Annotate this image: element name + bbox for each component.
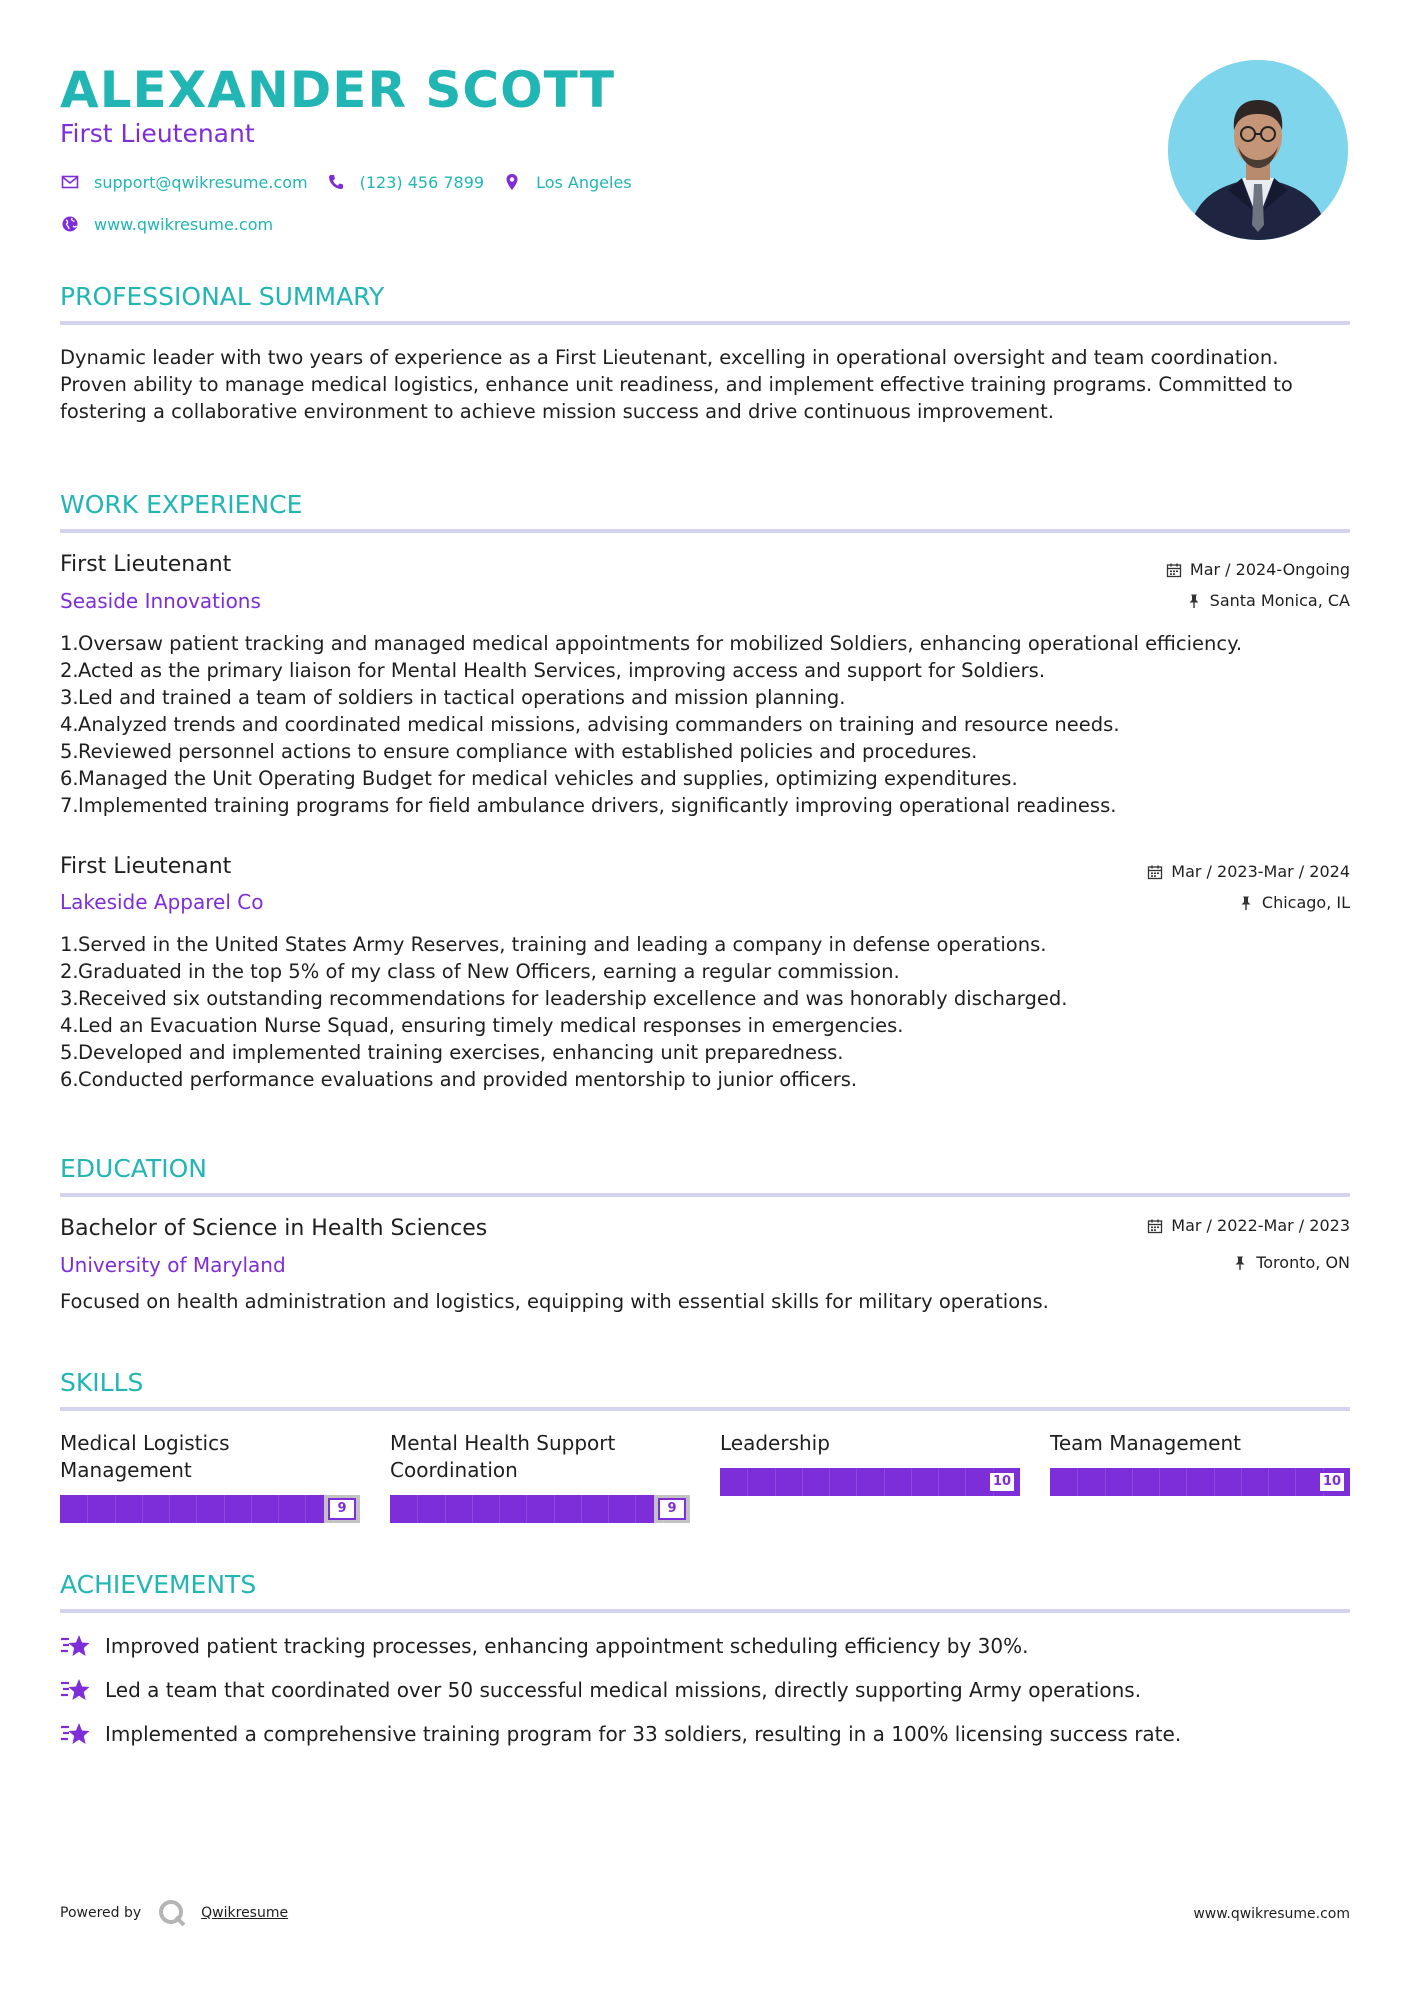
job-location-text: Chicago, IL: [1261, 893, 1350, 912]
resume-page: [60, 0, 1350, 1990]
list-item: 6. Conducted performance evaluations and provided mentorship to junior officers.: [60, 1068, 858, 1091]
skill-bar-segment: [581, 1495, 582, 1523]
list-item: 7. Implemented training programs for field ambulance drivers, significantly improving operational readiness.: [60, 794, 1117, 817]
achievements-heading: ACHIEVEMENTS: [60, 1570, 257, 1599]
calendar-icon: [1147, 1218, 1163, 1234]
skill-bar-segment: [1105, 1468, 1106, 1496]
job-dates-text: Mar / 2023-Mar / 2024: [1171, 862, 1350, 881]
education-description: Focused on health administration and logistics, equipping with essential skills for military operations.: [60, 1290, 1049, 1313]
skill-bar-segment: [142, 1495, 143, 1523]
job-location-text: Santa Monica, CA: [1209, 591, 1350, 610]
skill-level-fill: [390, 1495, 654, 1523]
skills-heading: SKILLS: [60, 1368, 144, 1397]
list-item: 3. Led and trained a team of soldiers in tactical operations and mission planning.: [60, 686, 846, 709]
skill-bar-segment: [802, 1468, 803, 1496]
job-dates: [1166, 559, 1350, 581]
job-dates: [1147, 861, 1350, 883]
education-location: [1232, 1252, 1350, 1274]
skill-bar-segment: [224, 1495, 225, 1523]
job-title: First Lieutenant: [60, 552, 232, 577]
skill-bar-segment: [938, 1468, 939, 1496]
job-location: [1238, 892, 1350, 914]
section-divider: [60, 321, 1350, 325]
qwikresume-logo-icon: [157, 1898, 187, 1928]
summary-text: Dynamic leader with two years of experience as a First Lieutenant, excelling in operational oversight and team coordination. Proven ability to manage medical logistics, enhance unit readiness, and implement effective training programs. Committed to fostering a collaborative environment to achieve mission success and drive continuous improvement.: [60, 346, 1293, 423]
skill-level-fill: [60, 1495, 324, 1523]
skill-level-bar: [60, 1495, 360, 1523]
pushpin-icon: [1238, 895, 1254, 911]
phone-icon: [326, 172, 346, 192]
achievement-text: Led a team that coordinated over 50 successful medical missions, directly supporting Army operations.: [105, 1678, 1142, 1702]
skill-bar-segment: [278, 1495, 279, 1523]
summary-heading: PROFESSIONAL SUMMARY: [60, 282, 385, 311]
job-bullets: [60, 630, 1350, 819]
phone-link[interactable]: (123) 456 7899: [359, 172, 485, 192]
skill-score: 9: [328, 1498, 356, 1520]
skill-bar-segment: [251, 1495, 252, 1523]
powered-by-label: Powered by: [60, 1905, 142, 1921]
calendar-icon: [1147, 864, 1163, 880]
skill-bar-segment: [1186, 1468, 1187, 1496]
skill-bar-segment: [196, 1495, 197, 1523]
skill-score: 10: [1318, 1471, 1346, 1493]
skill-item: [390, 1430, 690, 1516]
skill-bar-segment: [115, 1495, 116, 1523]
skill-bar-segment: [1159, 1468, 1160, 1496]
skill-item: [60, 1430, 360, 1516]
skill-bar-segment: [775, 1468, 776, 1496]
education-heading: EDUCATION: [60, 1154, 207, 1183]
candidate-name: ALEXANDER SCOTT: [60, 61, 615, 119]
school-name: University of Maryland: [60, 1253, 286, 1277]
job-dates-text: Mar / 2024-Ongoing: [1189, 560, 1350, 579]
email-link[interactable]: support@qwikresume.com: [94, 172, 308, 192]
achievement-item: [60, 1676, 1141, 1704]
education-location-text: Toronto, ON: [1256, 1253, 1350, 1272]
achievement-item: [60, 1720, 1181, 1748]
skill-bar-segment: [1241, 1468, 1242, 1496]
skill-bar-segment: [1132, 1468, 1133, 1496]
achievement-item: [60, 1632, 1028, 1660]
skill-bar-segment: [1077, 1468, 1078, 1496]
calendar-icon: [1166, 562, 1182, 578]
star-icon: [60, 1677, 90, 1703]
skill-level-fill: [720, 1468, 1020, 1496]
experience-heading: WORK EXPERIENCE: [60, 490, 303, 519]
skill-score: 10: [988, 1471, 1016, 1493]
degree-title: Bachelor of Science in Health Sciences: [60, 1216, 488, 1241]
list-item: 1. Served in the United States Army Reserves, training and leading a company in defense operations.: [60, 933, 1047, 956]
skill-bar-segment: [856, 1468, 857, 1496]
skill-name: Medical Logistics Management: [60, 1431, 230, 1482]
skill-item: [1050, 1430, 1350, 1489]
education-dates: [1147, 1215, 1350, 1237]
pushpin-icon: [1186, 593, 1202, 609]
job-title: First Lieutenant: [60, 854, 232, 879]
skill-level-bar: [1050, 1468, 1350, 1496]
skill-name: Leadership: [720, 1431, 830, 1455]
section-divider: [60, 529, 1350, 533]
list-item: 2. Acted as the primary liaison for Mental Health Services, improving access and support for Soldiers.: [60, 659, 1046, 682]
skill-bar-segment: [965, 1468, 966, 1496]
job-location: [1186, 590, 1350, 612]
location-pin-icon: [502, 172, 522, 192]
section-divider: [60, 1193, 1350, 1197]
skill-bar-segment: [608, 1495, 609, 1523]
skill-level-bar: [390, 1495, 690, 1523]
star-icon: [60, 1721, 90, 1747]
footer-website[interactable]: www.qwikresume.com: [1193, 1906, 1350, 1922]
skill-bar-segment: [884, 1468, 885, 1496]
skill-bar-segment: [1268, 1468, 1269, 1496]
skill-bar-segment: [911, 1468, 912, 1496]
skill-bar-segment: [554, 1495, 555, 1523]
footer-powered-by: [60, 1898, 288, 1928]
globe-icon: [60, 214, 80, 234]
email-icon: [60, 172, 80, 192]
skill-name: Team Management: [1050, 1431, 1241, 1455]
job-bullets: [60, 931, 1350, 1093]
section-divider: [60, 1407, 1350, 1411]
list-item: 5. Reviewed personnel actions to ensure compliance with established policies and procedures.: [60, 740, 978, 763]
skill-level-bar: [720, 1468, 1020, 1496]
pushpin-icon: [1232, 1255, 1248, 1271]
skill-bar-segment: [417, 1495, 418, 1523]
skill-name: Mental Health Support Coordination: [390, 1431, 616, 1482]
list-item: 1. Oversaw patient tracking and managed medical appointments for mobilized Soldiers, enhancing operational efficiency.: [60, 632, 1243, 655]
list-item: 4. Analyzed trends and coordinated medical missions, advising commanders on training and resource needs.: [60, 713, 1120, 736]
section-divider: [60, 1609, 1350, 1613]
list-item: 6. Managed the Unit Operating Budget for medical vehicles and supplies, optimizing expenditures.: [60, 767, 1018, 790]
skill-level-fill: [1050, 1468, 1350, 1496]
qwikresume-link[interactable]: Qwikresume: [201, 1905, 289, 1921]
website-row: [60, 214, 291, 234]
skill-item: [720, 1430, 1020, 1489]
skill-bar-segment: [747, 1468, 748, 1496]
skill-score: 9: [658, 1498, 686, 1520]
skill-bar-segment: [472, 1495, 473, 1523]
star-icon: [60, 1633, 90, 1659]
skill-bar-segment: [635, 1495, 636, 1523]
contact-row: [60, 172, 650, 192]
profile-photo-image: [1168, 60, 1348, 240]
skill-bar-segment: [445, 1495, 446, 1523]
skill-bar-segment: [1214, 1468, 1215, 1496]
skill-bar-segment: [829, 1468, 830, 1496]
skill-bar-segment: [499, 1495, 500, 1523]
skill-bar-segment: [305, 1495, 306, 1523]
list-item: 3. Received six outstanding recommendations for leadership excellence and was honorably discharged.: [60, 987, 1068, 1010]
skill-bar-segment: [1295, 1468, 1296, 1496]
achievement-text: Implemented a comprehensive training program for 33 soldiers, resulting in a 100% licensing success rate.: [105, 1722, 1182, 1746]
skill-bar-segment: [87, 1495, 88, 1523]
candidate-role: First Lieutenant: [60, 119, 255, 148]
list-item: 4. Led an Evacuation Nurse Squad, ensuring timely medical responses in emergencies.: [60, 1014, 904, 1037]
skill-bar-segment: [169, 1495, 170, 1523]
skill-bar-segment: [526, 1495, 527, 1523]
achievement-text: Improved patient tracking processes, enhancing appointment scheduling efficiency by 30%.: [105, 1634, 1029, 1658]
list-item: 2. Graduated in the top 5% of my class of New Officers, earning a regular commission.: [60, 960, 900, 983]
job-company: Lakeside Apparel Co: [60, 890, 264, 914]
profile-photo: [1168, 60, 1348, 240]
education-dates-text: Mar / 2022-Mar / 2023: [1171, 1216, 1350, 1235]
website-link[interactable]: www.qwikresume.com: [94, 214, 274, 234]
list-item: 5. Developed and implemented training exercises, enhancing unit preparedness.: [60, 1041, 844, 1064]
location-text: Los Angeles: [536, 172, 632, 192]
job-company: Seaside Innovations: [60, 589, 261, 613]
